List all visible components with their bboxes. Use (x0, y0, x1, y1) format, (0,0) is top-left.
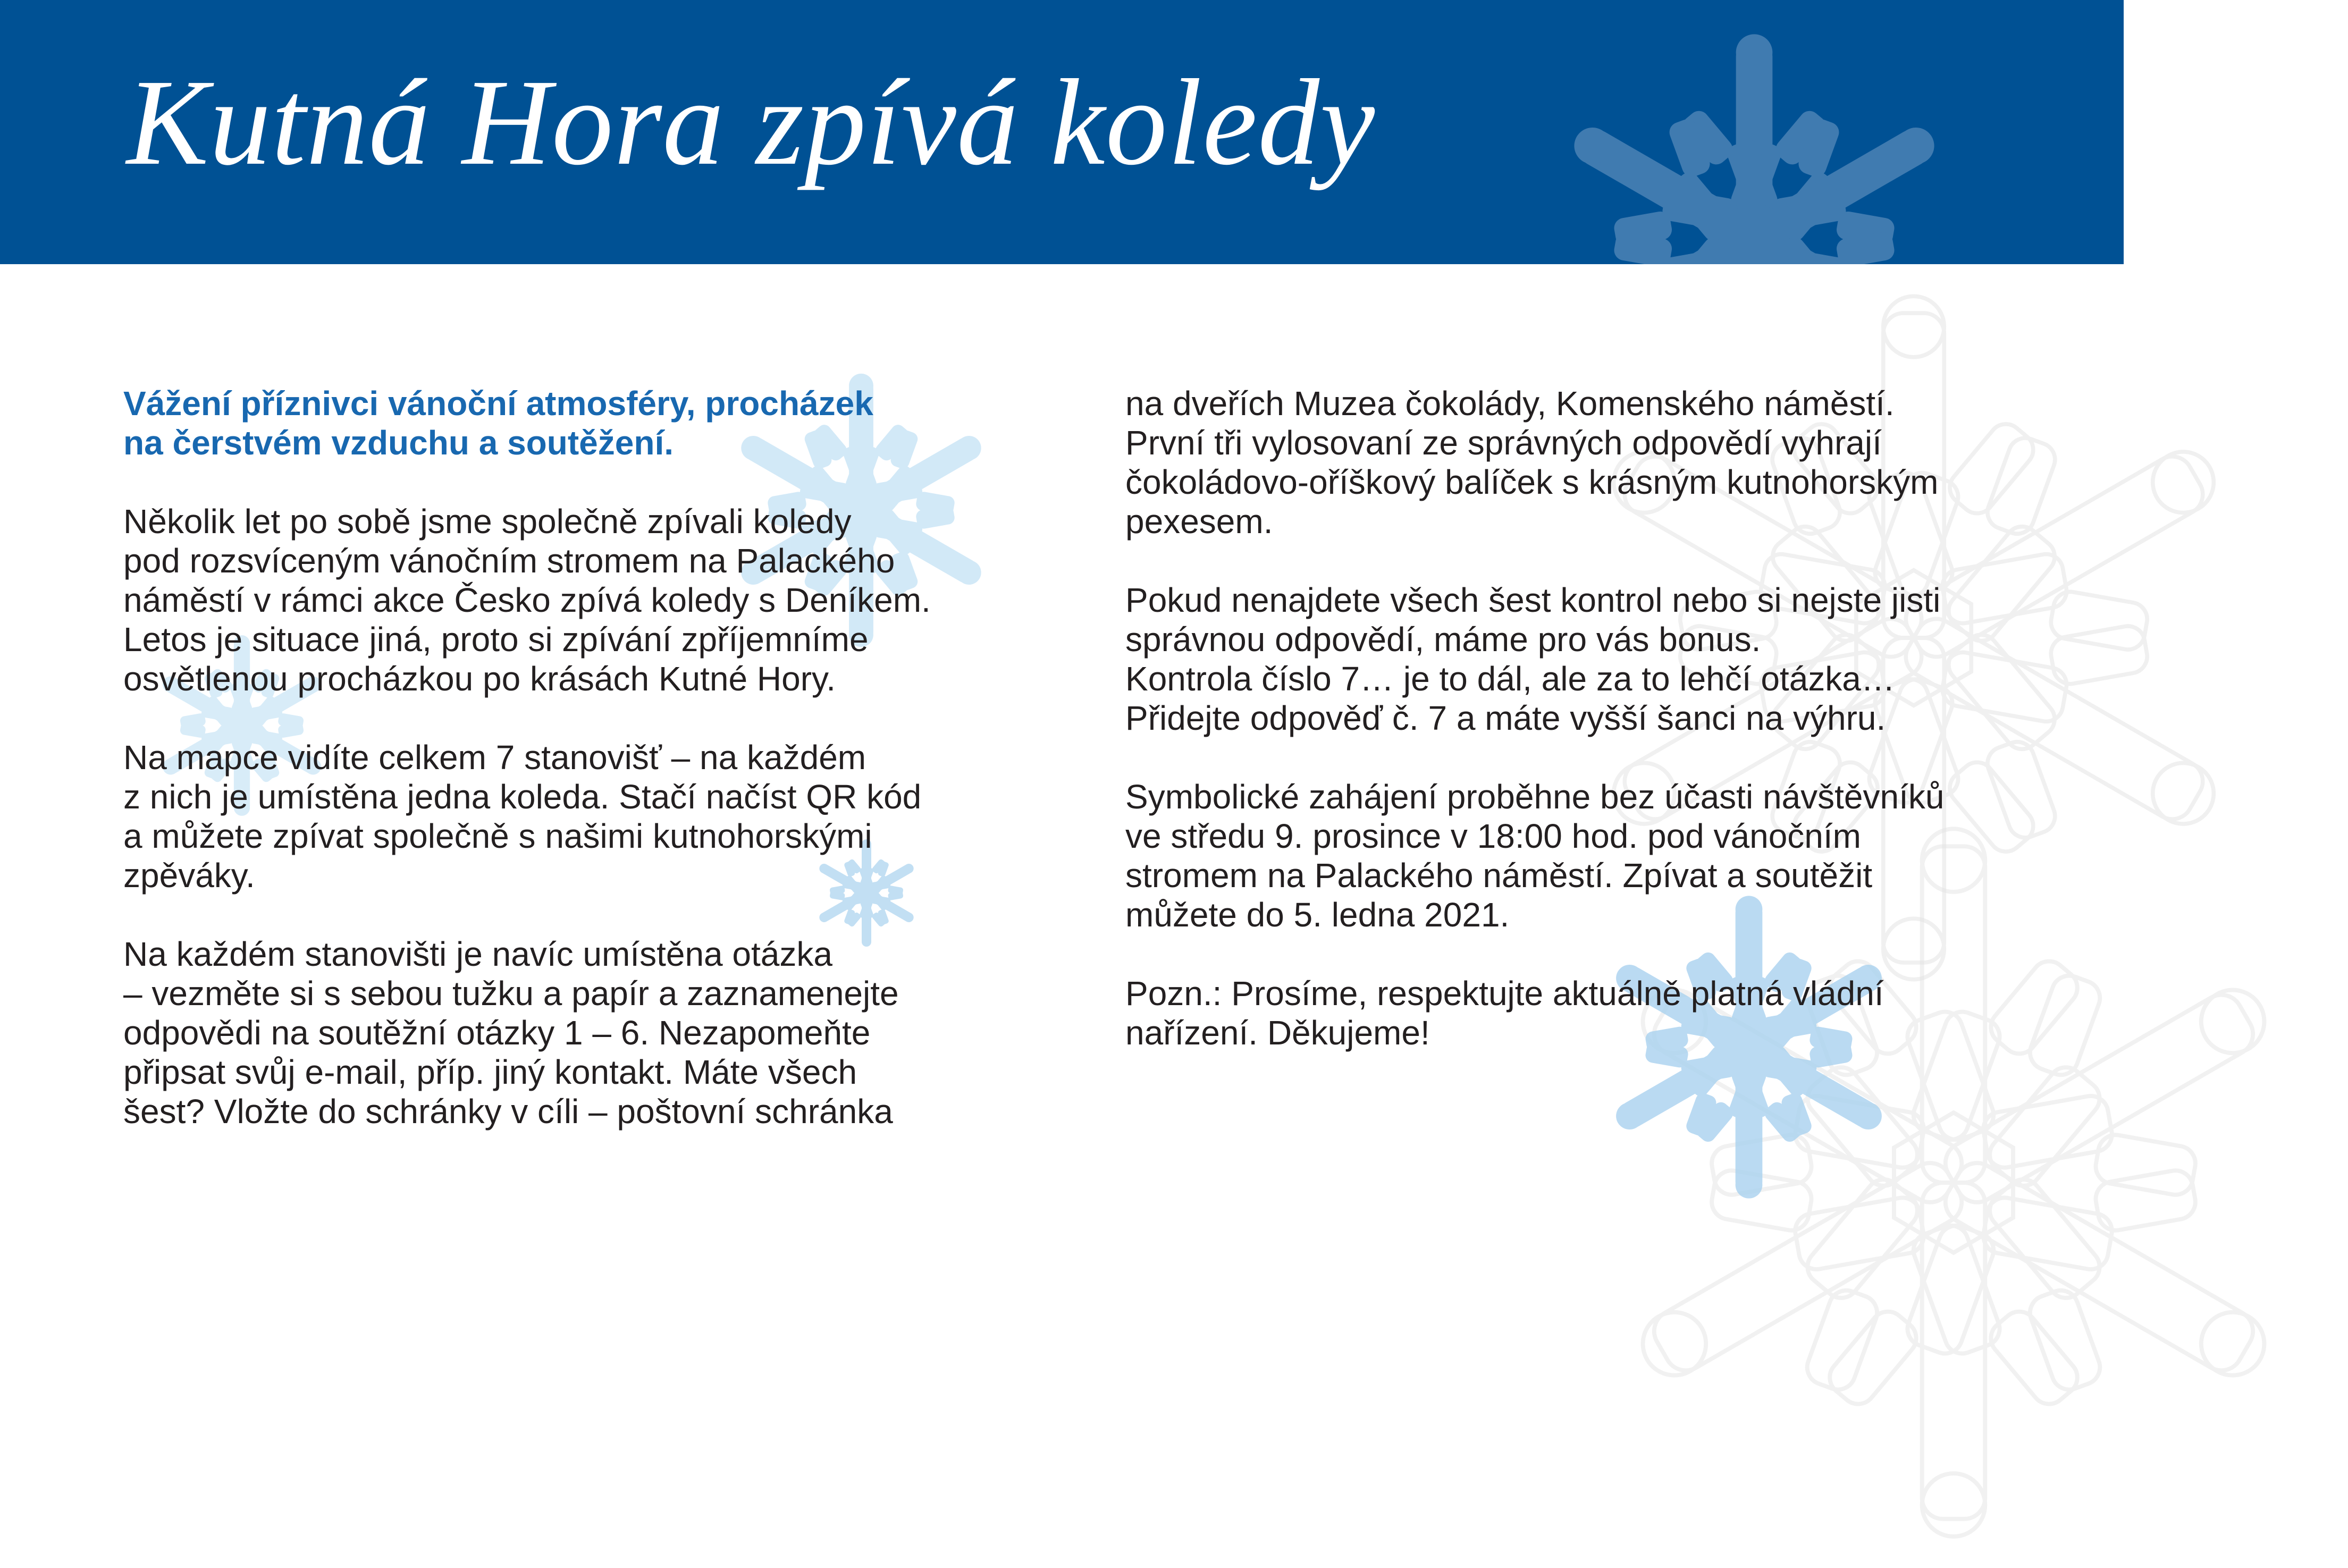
body-paragraph: na dveřích Muzea čokolády, Komenského náměstí. První tři vylosovaní ze správných odpovědí vyhrají čokoládovo-oříškový balíček s krásným kutnohorským pexesem. (1125, 384, 1939, 541)
lead-paragraph: Vážení příznivci vánoční atmosféry, procházek na čerstvém vzduchu a soutěžení. (123, 384, 873, 462)
body-paragraph: Na mapce vidíte celkem 7 stanovišť – na každém z nich je umístěna jedna koleda. Stačí načíst QR kód a můžete zpívat společně s našimi kutnohorskými zpěváky. (123, 738, 922, 895)
snowflake-icon (1531, 16, 1977, 264)
left-column (123, 384, 1038, 1170)
body-paragraph: Na každém stanovišti je navíc umístěna otázka – vezměte si s sebou tužku a papír a zaznamenejte odpovědi na soutěžní otázky 1 – 6. Nezapomeňte připsat svůj e-mail, příp. jiný kontakt. Máte všech šest? Vložte do schránky v cíli – poštovní schránka (123, 935, 899, 1131)
body-paragraph: Symbolické zahájení proběhne bez účasti návštěvníků ve středu 9. prosince v 18:00 hod. pod vánočním stromem na Palackého náměstí. Zpívat a soutěžit můžete do 5. ledna 2021. (1125, 778, 1945, 934)
title-banner (0, 0, 2124, 264)
note-paragraph: Pozn.: Prosíme, respektujte aktuálně platná vládní nařízení. Děkujeme! (1125, 974, 1884, 1052)
body-paragraph: Několik let po sobě jsme společně zpívali koledy pod rozsvíceným vánočním stromem na Palackého náměstí v rámci akce Česko zpívá koledy s Deníkem. Letos je situace jiná, proto si zpívání zpříjemníme osvětlenou procházkou po krásách Kutné Hory. (123, 502, 931, 698)
page-title: Kutná Hora zpívá koledy (127, 54, 1376, 191)
right-column (1125, 384, 2029, 1092)
body-paragraph: Pokud nenajdete všech šest kontrol nebo si nejste jisti správnou odpovědí, máme pro vás bonus. Kontrola číslo 7… je to dál, ale za to lehčí otázka… Přidejte odpověď č. 7 a máte vyšší šanci na výhru. (1125, 581, 1941, 737)
